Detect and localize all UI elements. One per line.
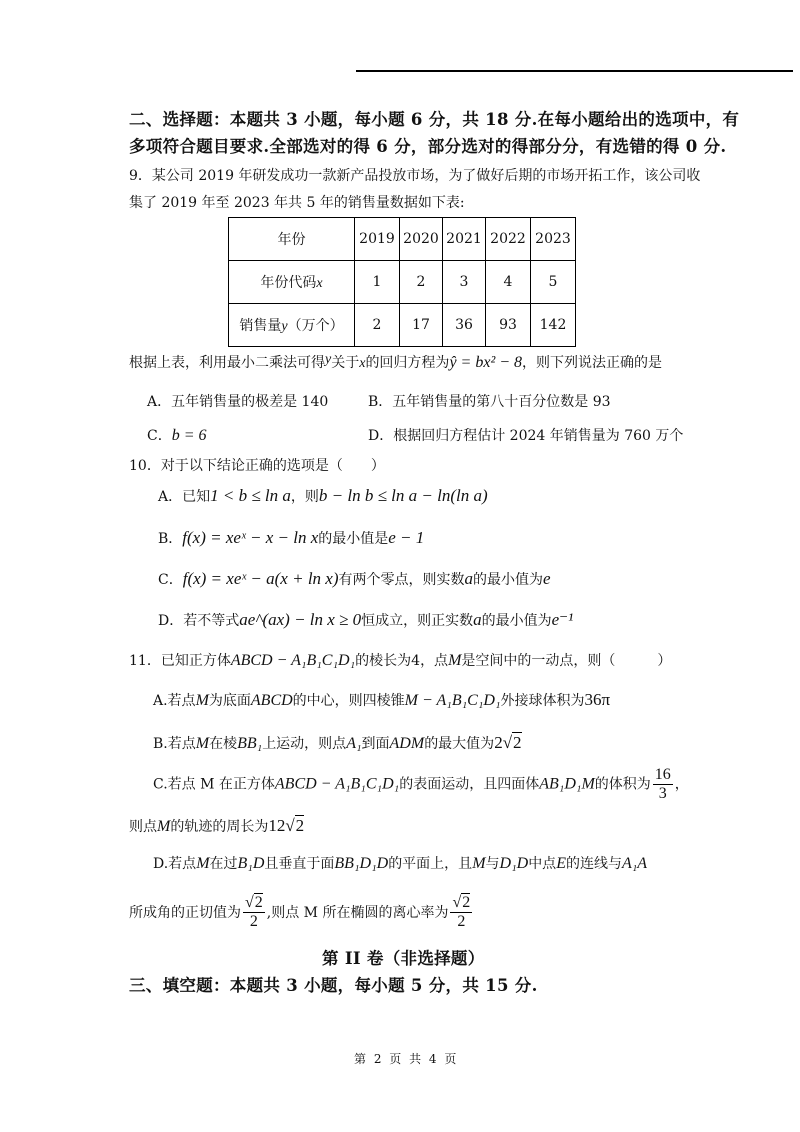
- q9-option-b: B．五年销售量的第八十百分位数是 93: [368, 394, 611, 410]
- q11-point-e: E: [556, 855, 566, 872]
- option-text: 到面: [361, 736, 390, 752]
- row-label-var: y: [281, 319, 288, 334]
- table-cell: 93: [486, 304, 531, 347]
- table-row: [229, 218, 576, 261]
- q11-point-m: M: [472, 855, 486, 872]
- value-coef: 12: [268, 816, 286, 835]
- q11-plane: BB₁D₁D: [334, 855, 389, 872]
- table-cell: 142: [531, 304, 576, 347]
- q11-point: A₁: [346, 735, 362, 752]
- table-header-cell: 2019: [355, 218, 400, 261]
- option-text: ，: [674, 776, 689, 793]
- option-text: 的体积为: [594, 776, 651, 793]
- option-text: 的最大值为: [424, 736, 495, 752]
- fraction-numerator: 16: [654, 766, 671, 783]
- q11-option-a: [153, 690, 610, 710]
- option-text: 的表面运动，且四面体: [399, 776, 540, 793]
- option-text: 有两个零点，则实数: [338, 572, 465, 588]
- header-rule: [356, 70, 793, 72]
- option-text: 为底面: [208, 693, 251, 709]
- table-cell: 5: [531, 261, 576, 304]
- option-label: B．: [158, 531, 183, 547]
- q11-d-tangent-fraction: [243, 893, 265, 931]
- q11-c-volume-fraction: [653, 766, 673, 803]
- fraction-denominator: 2: [457, 913, 466, 930]
- table-cell: 2: [400, 261, 443, 304]
- q11-option-b: [153, 732, 522, 753]
- fraction-denominator: 3: [658, 785, 667, 802]
- q11-a-volume: 36π: [584, 690, 611, 709]
- option-label: A．已知: [158, 489, 211, 505]
- option-label: D．若不等式: [158, 613, 240, 629]
- option-text: B.若点: [153, 736, 196, 752]
- fraction-numerator: √2: [452, 894, 471, 911]
- q10-b-value: e − 1: [388, 528, 425, 547]
- q11-tetrahedron: AB₁D₁M: [539, 775, 595, 793]
- sales-table: [228, 217, 576, 347]
- q10-c-value: e: [543, 569, 551, 588]
- q10-c-var: a: [464, 569, 473, 588]
- option-text: 在过: [209, 856, 238, 872]
- q11-face: ABCD: [250, 692, 293, 709]
- row-label-var: x: [316, 276, 323, 291]
- option-text: A.若点: [153, 693, 196, 709]
- q11-stem-text: 是空间中的一动点，则（ ）: [461, 653, 672, 669]
- numerator-radicand: 2: [254, 894, 263, 911]
- q10-stem: 10．对于以下结论正确的选项是（ ）: [129, 458, 385, 474]
- q10-option-b: [158, 528, 424, 548]
- q10-d-inequality: ae^(ax) − ln x ≥ 0: [239, 610, 362, 629]
- option-text: 上运动，则点: [262, 736, 347, 752]
- q11-option-d-line2: [129, 893, 474, 931]
- section3-heading: 三、填空题：本题共 3 小题，每小题 5 分，共 15 分.: [129, 976, 538, 995]
- section2-heading-line1: 二、选择题：本题共 3 小题，每小题 6 分，共 18 分.在每小题给出的选项中，有: [129, 110, 740, 129]
- table-cell: 3: [443, 261, 486, 304]
- value-radicand: 2: [513, 733, 522, 752]
- option-text: 的最小值为: [481, 613, 552, 629]
- page-footer: 第 2 页 共 4 页: [354, 1052, 459, 1066]
- option-text: 的最小值是: [318, 531, 389, 547]
- section2-heading-line2: 多项符合题目要求.全部选对的得 6 分，部分选对的得部分分，有选错的得 0 分.: [129, 137, 727, 156]
- option-text: 中点: [528, 856, 557, 872]
- option-text: ，则: [290, 489, 319, 505]
- table-cell: 2: [355, 304, 400, 347]
- q9-var-y: y: [325, 352, 332, 367]
- table-cell: 4: [486, 261, 531, 304]
- q9-option-d: D．根据回归方程估计 2024 年销售量为 760 万个: [368, 428, 684, 444]
- table-header-cell: 2022: [486, 218, 531, 261]
- option-text: 外接球体积为: [500, 693, 585, 709]
- value-radicand: 2: [295, 816, 305, 835]
- table-header-cell: 年份: [229, 218, 355, 261]
- q9-question: [129, 352, 662, 372]
- q10-d-var: a: [473, 610, 482, 629]
- q11-cube: ABCD − A₁B₁C₁D₁: [230, 652, 356, 669]
- fraction-denominator: 2: [249, 913, 258, 930]
- table-row-label: [229, 304, 355, 347]
- option-text: 的轨迹的周长为: [170, 819, 269, 835]
- option-text: 的最小值为: [473, 572, 543, 588]
- option-text: 则点: [129, 819, 157, 835]
- q11-line-aa: A₁A: [621, 855, 648, 872]
- option-text: ,则点 M 所在椭圆的离心率为: [266, 905, 449, 921]
- q9-stem-line1: 9．某公司 2019 年研发成功一款新产品投放市场，为了做好后期的市场开拓工作，该公司收: [129, 168, 701, 184]
- table-header-cell: 2020: [400, 218, 443, 261]
- table-row: [229, 304, 576, 347]
- q11-c-perimeter: 12√2: [268, 816, 305, 835]
- fraction-numerator: √2: [245, 894, 263, 911]
- row-label-text: 销售量: [239, 318, 282, 334]
- row-label-text: 年份代码: [260, 275, 317, 291]
- q9-stem-text: ，则下列说法正确的是: [522, 355, 663, 371]
- table-row-label: [229, 261, 355, 304]
- q9-option-a: A．五年销售量的极差是 140: [147, 394, 329, 410]
- q10-c-function: f(x) = xeˣ − a(x + ln x): [182, 569, 339, 588]
- q11-pyramid: M − A₁B₁C₁D₁: [404, 692, 501, 709]
- q11-stem: [129, 650, 671, 670]
- q11-point-m: M: [195, 692, 209, 709]
- part2-title: 第 II 卷（非选择题）: [322, 949, 485, 968]
- row-label-unit: （万个）: [287, 318, 344, 334]
- table-header-cell: 2023: [531, 218, 576, 261]
- q11-edge-length: 4: [411, 653, 421, 669]
- q11-stem-text: 11．已知正方体: [129, 653, 231, 669]
- q9-option-c-math: b = 6: [171, 427, 207, 444]
- q11-point-m: M: [448, 652, 462, 669]
- option-text: 与: [485, 856, 500, 872]
- table-cell: 1: [355, 261, 400, 304]
- q9-option-c: [147, 425, 207, 445]
- value-coef: 2: [494, 733, 503, 752]
- option-text: D.若点: [153, 856, 197, 872]
- q10-option-c: [158, 569, 551, 589]
- q10-d-value: e⁻¹: [551, 610, 574, 629]
- option-text: 的平面上，且: [388, 856, 473, 872]
- table-cell: 36: [443, 304, 486, 347]
- q10-option-a: [158, 486, 488, 506]
- option-text: 的中心，则四棱锥: [292, 693, 405, 709]
- option-text: 的连线与: [565, 856, 622, 872]
- q11-point-m: M: [195, 735, 210, 752]
- q11-stem-text: ，点: [420, 653, 449, 669]
- option-text: C.若点 M 在正方体: [153, 776, 275, 793]
- option-text: 所成角的正切值为: [129, 905, 241, 921]
- q11-d-eccentricity-fraction: [450, 893, 472, 931]
- q10-a-condition: 1 < b ≤ ln a: [210, 486, 291, 505]
- q11-segment: D₁D: [499, 855, 529, 872]
- q10-b-function: f(x) = xeˣ − x − ln x: [182, 528, 319, 547]
- q11-line: B₁D: [237, 855, 265, 872]
- table-row: [229, 261, 576, 304]
- q11-point-m: M: [157, 818, 171, 835]
- q11-edge: BB₁: [237, 735, 263, 752]
- q10-option-d: [158, 610, 573, 630]
- q9-regression-equation: ŷ = bx² − 8: [449, 354, 523, 371]
- option-text: 在棱: [209, 736, 238, 752]
- option-label: C．: [158, 572, 183, 588]
- q11-cube: ABCD − A₁B₁C₁D₁: [274, 775, 400, 793]
- q9-stem-text: 的回归方程为: [365, 355, 450, 371]
- q9-stem-text: 根据上表，利用最小二乘法可得: [129, 355, 325, 371]
- q11-option-d: [153, 853, 647, 873]
- table-header-cell: 2021: [443, 218, 486, 261]
- table-cell: 17: [400, 304, 443, 347]
- q10-a-conclusion: b − ln b ≤ ln a − ln(ln a): [318, 486, 488, 505]
- q11-b-value: 2√2: [494, 733, 522, 752]
- q9-stem-line2: 集了 2019 年至 2023 年共 5 年的销售量数据如下表:: [129, 195, 465, 211]
- numerator-radicand: 2: [462, 894, 471, 911]
- q9-var-x: x: [359, 356, 366, 371]
- q11-option-c: [153, 766, 689, 803]
- q9-stem-text: 关于: [331, 355, 360, 371]
- q11-stem-text: 的棱长为: [355, 653, 412, 669]
- option-label: C．: [147, 428, 172, 444]
- q11-option-c-line2: [129, 815, 304, 836]
- q11-plane: ADM: [389, 735, 425, 752]
- option-text: 且垂直于面: [264, 856, 335, 872]
- q11-point-m: M: [196, 855, 210, 872]
- option-text: 恒成立，则正实数: [361, 613, 474, 629]
